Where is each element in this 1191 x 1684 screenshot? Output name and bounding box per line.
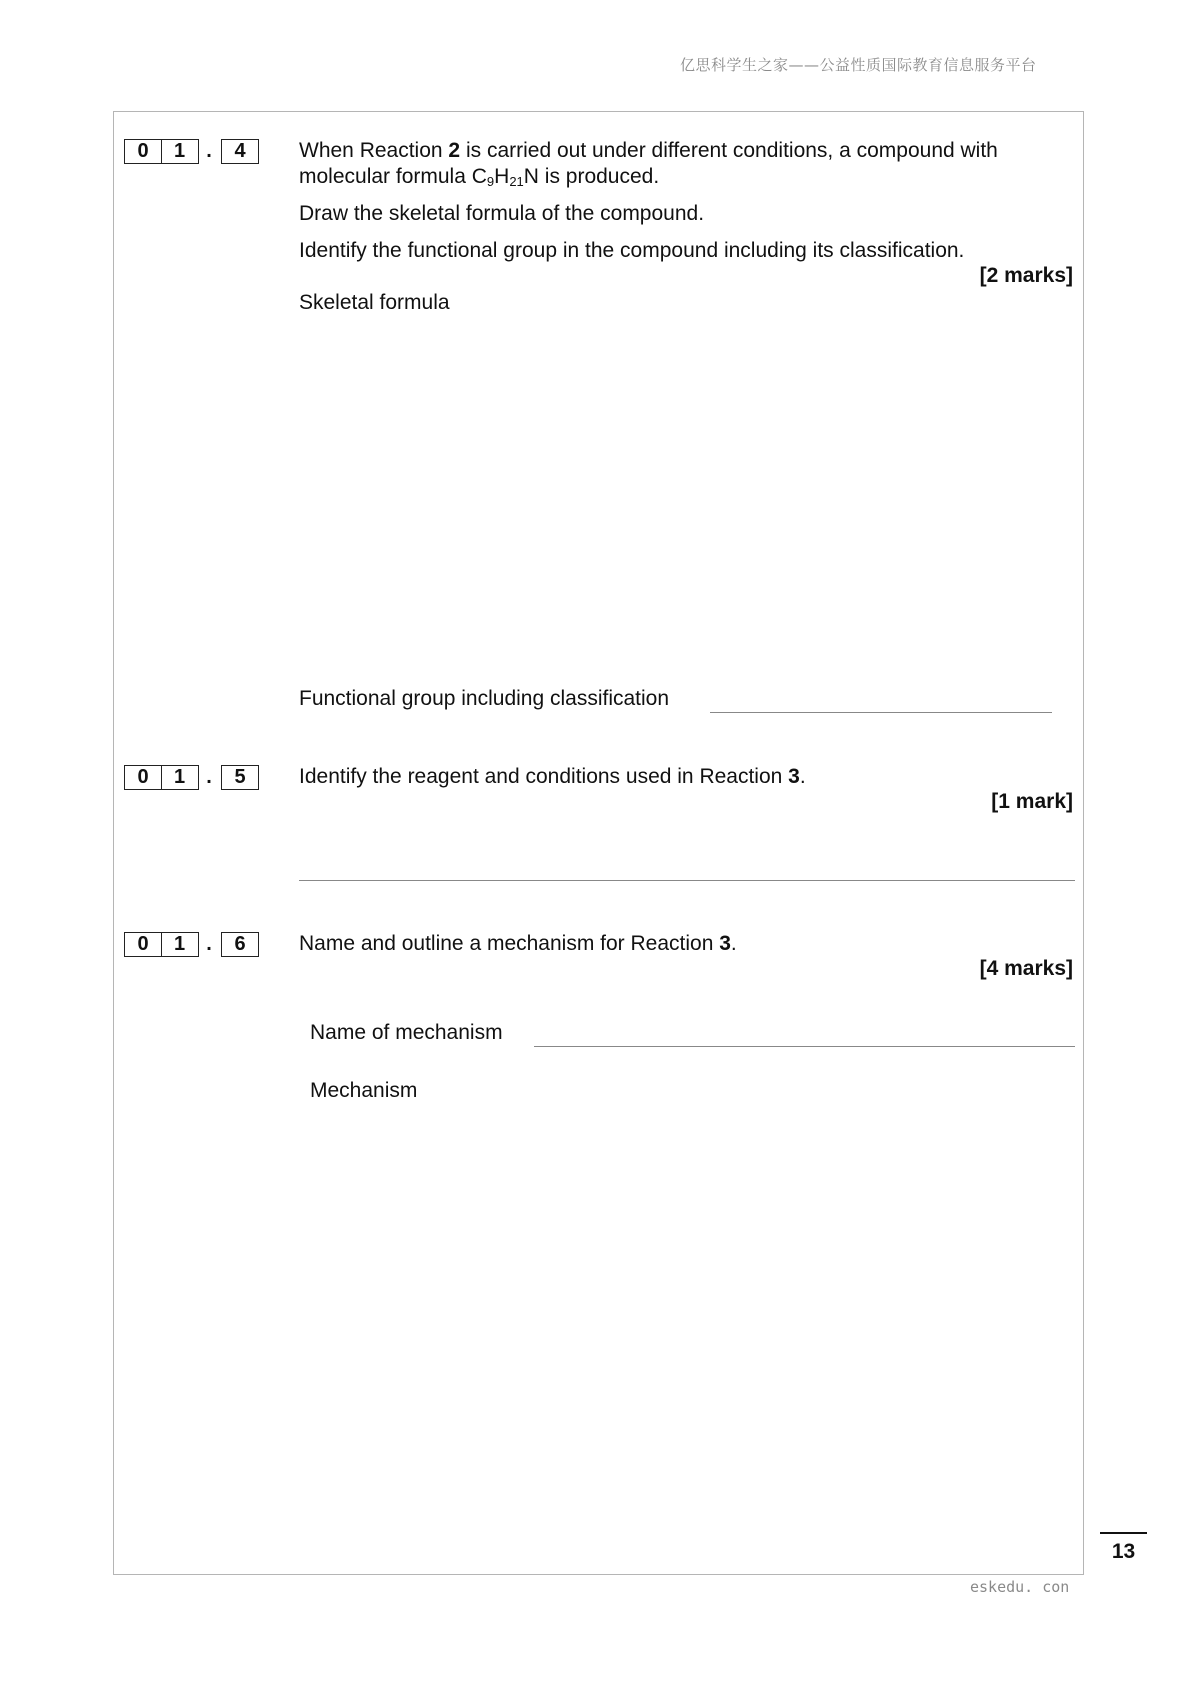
answer-frame	[113, 111, 1084, 1575]
qnum-digit: 1	[161, 932, 199, 957]
qnum-digit: 6	[221, 932, 259, 957]
qnum-digit: 1	[161, 139, 199, 164]
page-number-rule	[1100, 1532, 1147, 1534]
q015-stem: Identify the reagent and conditions used in Reaction 3.	[299, 765, 806, 788]
footer-site: eskedu. con	[970, 1578, 1070, 1596]
q015-marks: [1 mark]	[991, 790, 1073, 813]
q016-marks: [4 marks]	[979, 957, 1073, 980]
question-number-01-4	[124, 138, 258, 165]
question-number-01-5	[124, 764, 258, 791]
header-watermark: 亿思科学生之家——公益性质国际教育信息服务平台	[680, 56, 1037, 74]
q014-stem-line2: molecular formula $C_9H_{21}N$ is produced.	[299, 165, 660, 189]
q014-draw-instruction: Draw the skeletal formula of the compound.	[299, 202, 705, 225]
q014-marks: [2 marks]	[979, 264, 1073, 287]
qnum-dot: .	[206, 933, 212, 955]
page-number: 13	[1111, 1540, 1136, 1563]
qnum-dot: .	[206, 140, 212, 162]
q016-stem: Name and outline a mechanism for Reaction 3.	[299, 932, 737, 955]
qnum-digit: 1	[161, 765, 199, 790]
qnum-digit: 4	[221, 139, 259, 164]
qnum-dot: .	[206, 766, 212, 788]
qnum-digit: 0	[124, 139, 162, 164]
mechanism-name-label: Name of mechanism	[310, 1021, 503, 1044]
q015-answer-line[interactable]	[299, 880, 1075, 881]
q014-identify-instruction: Identify the functional group in the compound including its classification.	[299, 239, 965, 262]
qnum-digit: 0	[124, 932, 162, 957]
skeletal-formula-label: Skeletal formula	[299, 291, 450, 314]
qnum-digit: 5	[221, 765, 259, 790]
qnum-digit: 0	[124, 765, 162, 790]
question-number-01-6	[124, 931, 258, 958]
q014-stem-line1: When Reaction 2 is carried out under different conditions, a compound with	[299, 139, 998, 162]
functional-group-answer-line[interactable]	[710, 712, 1052, 713]
mechanism-name-answer-line[interactable]	[534, 1046, 1075, 1047]
functional-group-label: Functional group including classification	[299, 687, 670, 710]
mechanism-label: Mechanism	[310, 1079, 418, 1102]
